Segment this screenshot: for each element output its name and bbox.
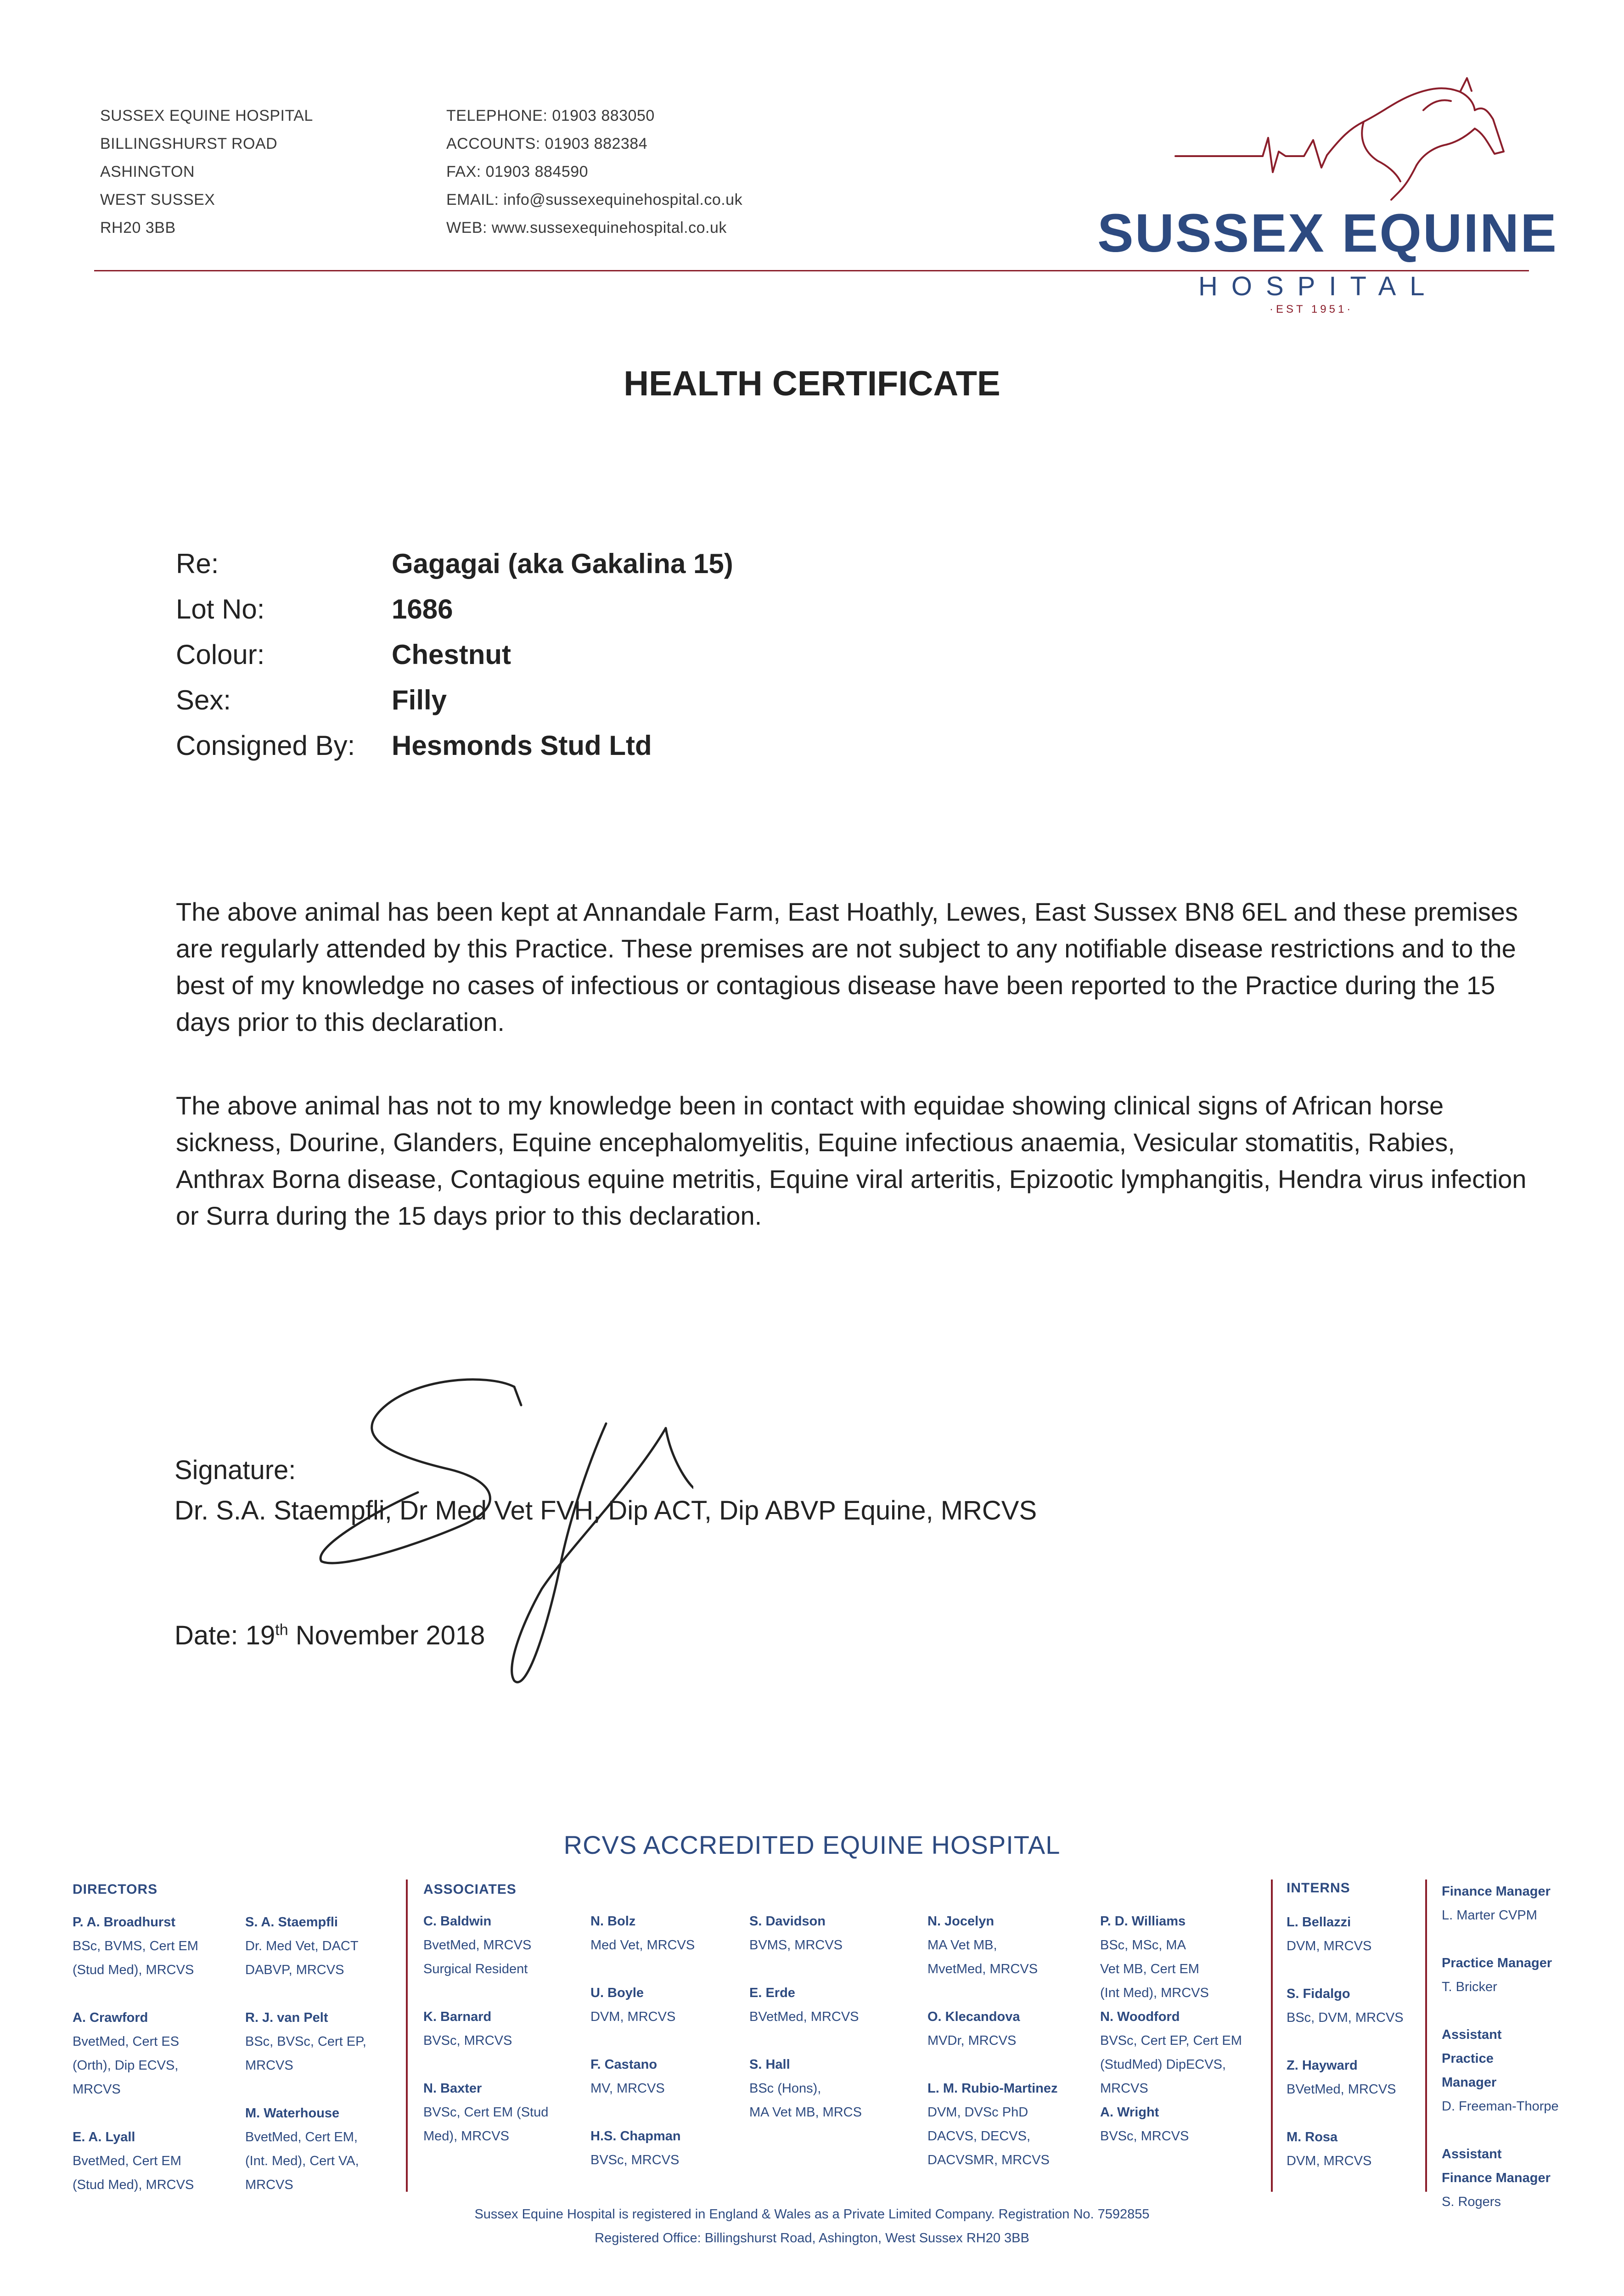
- directors-column-2: [245, 1910, 366, 2197]
- staff-quals: BVSc, Cert EM (Stud: [423, 2105, 549, 2120]
- staff-quals: BVMS, MRCVS: [749, 1938, 843, 1953]
- staff-name: S. Hall: [749, 2057, 790, 2072]
- staff-name: A. Crawford: [73, 2010, 148, 2025]
- directors-heading: DIRECTORS: [73, 1882, 158, 1897]
- field-value-re: Gagagai (aka Gakalina 15): [392, 548, 733, 579]
- staff-quals: DACVS, DECVS,: [927, 2129, 1030, 2144]
- associates-column-5: [1100, 1909, 1242, 2148]
- management-column: [1442, 1880, 1616, 2214]
- staff-holder: T. Bricker: [1442, 1980, 1497, 1994]
- address-line: WEST SUSSEX: [100, 191, 215, 208]
- staff-name: P. D. Williams: [1100, 1914, 1186, 1929]
- staff-quals: Med Vet, MRCVS: [590, 1938, 695, 1953]
- staff-quals: BSc, DVM, MRCVS: [1287, 2010, 1404, 2025]
- staff-quals: MA Vet MB, MRCS: [749, 2105, 862, 2120]
- staff-quals: (Int. Med), Cert VA,: [245, 2154, 359, 2168]
- staff-quals: DVM, DVSc PhD: [927, 2105, 1028, 2120]
- staff-quals: DVM, MRCVS: [590, 2009, 676, 2024]
- staff-quals: MRCVS: [245, 2058, 293, 2073]
- registration-note: Sussex Equine Hospital is registered in England & Wales as a Private Limited Company. Registration No. 7592855: [474, 2207, 1150, 2222]
- staff-name: L. Bellazzi: [1287, 1915, 1351, 1930]
- staff-quals: BvetMed, Cert ES: [73, 2034, 180, 2049]
- staff-holder: L. Marter CVPM: [1442, 1908, 1537, 1923]
- staff-name: S. A. Staempfli: [245, 1915, 338, 1930]
- staff-quals: BSc, BVSc, Cert EP,: [245, 2034, 366, 2049]
- staff-quals: MV, MRCVS: [590, 2081, 665, 2096]
- staff-name: K. Barnard: [423, 2009, 492, 2024]
- staff-quals: MVDr, MRCVS: [927, 2033, 1017, 2048]
- staff-name: P. A. Broadhurst: [73, 1915, 175, 1930]
- staff-name: N. Jocelyn: [927, 1914, 995, 1929]
- field-value-sex: Filly: [392, 685, 447, 715]
- associates-heading: ASSOCIATES: [423, 1882, 517, 1897]
- staff-quals: BSc (Hons),: [749, 2081, 821, 2096]
- signature-label: Signature:: [174, 1455, 296, 1485]
- staff-holder: D. Freeman-Thorpe: [1442, 2099, 1559, 2114]
- staff-quals: BvetMed, Cert EM: [73, 2154, 181, 2168]
- interns-column: [1287, 1910, 1404, 2173]
- staff-role: Finance Manager: [1442, 1884, 1551, 1899]
- logo-established: ·EST 1951·: [1270, 303, 1354, 315]
- staff-name: Z. Hayward: [1287, 2058, 1358, 2073]
- column-divider: [406, 1880, 408, 2192]
- staff-quals: MvetMed, MRCVS: [927, 1962, 1038, 1976]
- date-label: Date: 19: [174, 1621, 275, 1650]
- staff-role: Assistant Finance Manager: [1442, 2147, 1551, 2185]
- staff-name: S. Fidalgo: [1287, 1986, 1350, 2001]
- staff-quals: (Stud Med), MRCVS: [73, 1963, 194, 1977]
- staff-holder: S. Rogers: [1442, 2195, 1501, 2209]
- field-label-lot: Lot No:: [176, 594, 265, 625]
- staff-role: Practice Manager: [1442, 1956, 1552, 1970]
- email: EMAIL: info@sussexequinehospital.co.uk: [446, 191, 743, 208]
- staff-quals: (Orth), Dip ECVS,: [73, 2058, 179, 2073]
- staff-quals: BVSc, MRCVS: [590, 2153, 680, 2167]
- column-divider: [1271, 1880, 1273, 2192]
- accounts-phone: ACCOUNTS: 01903 882384: [446, 135, 648, 152]
- fax: FAX: 01903 884590: [446, 163, 589, 180]
- address-line: SUSSEX EQUINE HOSPITAL: [100, 107, 313, 124]
- staff-quals: DACVSMR, MRCVS: [927, 2153, 1050, 2167]
- column-divider: [1425, 1880, 1427, 2192]
- declaration-paragraph: The above animal has been kept at Annandale Farm, East Hoathly, Lewes, East Sussex BN8 6EL and these premises are regularly attended by this Practice. These premises are not subject to any notifiable disease restrictions and to the best of my knowledge no cases of infectious or contagious disease have been reported to the Practice during the 15 days prior to this declaration.: [176, 897, 1518, 1036]
- staff-quals: (Stud Med), MRCVS: [73, 2178, 194, 2192]
- staff-quals: DABVP, MRCVS: [245, 1963, 344, 1977]
- staff-name: S. Davidson: [749, 1914, 826, 1929]
- hospital-address: [100, 102, 313, 242]
- staff-quals: BSc, MSc, MA: [1100, 1938, 1186, 1953]
- staff-name: R. J. van Pelt: [245, 2010, 328, 2025]
- logo-title: SUSSEX EQUINE: [1097, 203, 1558, 264]
- staff-name: E. Erde: [749, 1986, 795, 2000]
- staff-quals: BSc, BVMS, Cert EM: [73, 1939, 198, 1953]
- staff-name: H.S. Chapman: [590, 2129, 681, 2144]
- staff-name: N. Bolz: [590, 1914, 636, 1929]
- website: WEB: www.sussexequinehospital.co.uk: [446, 219, 727, 236]
- staff-quals: MRCVS: [73, 2082, 121, 2097]
- address-line: BILLINGSHURST ROAD: [100, 135, 278, 152]
- staff-name: E. A. Lyall: [73, 2130, 135, 2144]
- signatory-name: Dr. S.A. Staempfli, Dr Med Vet FVH, Dip ACT, Dip ABVP Equine, MRCVS: [174, 1496, 1037, 1525]
- field-label-colour: Colour:: [176, 639, 265, 670]
- staff-quals: BVSc, MRCVS: [1100, 2129, 1189, 2144]
- field-label-consigned: Consigned By:: [176, 730, 355, 761]
- staff-name: C. Baldwin: [423, 1914, 492, 1929]
- date-value: November 2018: [288, 1621, 485, 1650]
- staff-quals: MRCVS: [1100, 2081, 1148, 2096]
- staff-quals: (Int Med), MRCVS: [1100, 1986, 1209, 2000]
- date-line: [174, 1620, 485, 1651]
- date-superscript: th: [275, 1621, 288, 1639]
- staff-quals: MA Vet MB,: [927, 1938, 997, 1953]
- staff-name: F. Castano: [590, 2057, 657, 2072]
- field-value-consigned: Hesmonds Stud Ltd: [392, 730, 652, 761]
- field-value-colour: Chestnut: [392, 639, 511, 670]
- associates-column-2: [590, 1909, 695, 2172]
- staff-quals: BVetMed, MRCVS: [1287, 2082, 1396, 2097]
- interns-heading: INTERNS: [1287, 1880, 1350, 1896]
- staff-quals: BVSc, Cert EP, Cert EM: [1100, 2033, 1242, 2048]
- address-line: RH20 3BB: [100, 219, 176, 236]
- certificate-title: HEALTH CERTIFICATE: [624, 364, 1000, 403]
- staff-name: M. Waterhouse: [245, 2106, 340, 2121]
- staff-name: N. Baxter: [423, 2081, 482, 2096]
- field-label-sex: Sex:: [176, 685, 231, 715]
- staff-quals: Surgical Resident: [423, 1962, 528, 1976]
- directors-column-1: [73, 1910, 198, 2197]
- staff-quals: Med), MRCVS: [423, 2129, 509, 2144]
- staff-quals: BvetMed, MRCVS: [423, 1938, 532, 1953]
- associates-column-3: [749, 1909, 862, 2124]
- associates-column-4: [927, 1909, 1058, 2172]
- staff-name: U. Boyle: [590, 1986, 644, 2000]
- telephone: TELEPHONE: 01903 883050: [446, 107, 655, 124]
- staff-quals: BVetMed, MRCVS: [749, 2009, 859, 2024]
- staff-quals: BvetMed, Cert EM,: [245, 2130, 358, 2144]
- declaration-paragraph: The above animal has not to my knowledge been in contact with equidae showing clinical signs of African horse sickness, Dourine, Glanders, Equine encephalomyelitis, Equine infectious anaemia, Vesicular stomatitis, Rabies, Anthrax Borna disease, Contagious equine metritis, Equine viral arteritis, Epizootic lymphangitis, Hendra virus infection or Surra during the 15 days prior to this declaration.: [176, 1091, 1527, 1230]
- staff-quals: (StudMed) DipECVS,: [1100, 2057, 1226, 2072]
- staff-quals: Vet MB, Cert EM: [1100, 1962, 1199, 1976]
- staff-quals: BVSc, MRCVS: [423, 2033, 512, 2048]
- staff-role: Assistant Practice Manager: [1442, 2027, 1502, 2090]
- staff-quals: DVM, MRCVS: [1287, 1939, 1372, 1953]
- rcvs-banner: RCVS ACCREDITED EQUINE HOSPITAL: [563, 1830, 1061, 1859]
- associates-column-1: [423, 1909, 548, 2148]
- address-line: ASHINGTON: [100, 163, 195, 180]
- staff-quals: MRCVS: [245, 2178, 293, 2192]
- field-label-re: Re:: [176, 548, 219, 579]
- staff-name: N. Woodford: [1100, 2009, 1180, 2024]
- staff-name: O. Klecandova: [927, 2009, 1020, 2024]
- horse-heartbeat-logo-icon: [1166, 73, 1515, 211]
- staff-name: L. M. Rubio-Martinez: [927, 2081, 1058, 2096]
- field-value-lot: 1686: [392, 594, 453, 625]
- hospital-contacts: [446, 102, 742, 242]
- staff-name: M. Rosa: [1287, 2130, 1338, 2144]
- staff-quals: DVM, MRCVS: [1287, 2154, 1372, 2168]
- staff-name: A. Wright: [1100, 2105, 1159, 2120]
- logo-subtitle: HOSPITAL: [1198, 271, 1439, 301]
- registered-office: Registered Office: Billingshurst Road, Ashington, West Sussex RH20 3BB: [595, 2231, 1029, 2245]
- staff-quals: Dr. Med Vet, DACT: [245, 1939, 359, 1953]
